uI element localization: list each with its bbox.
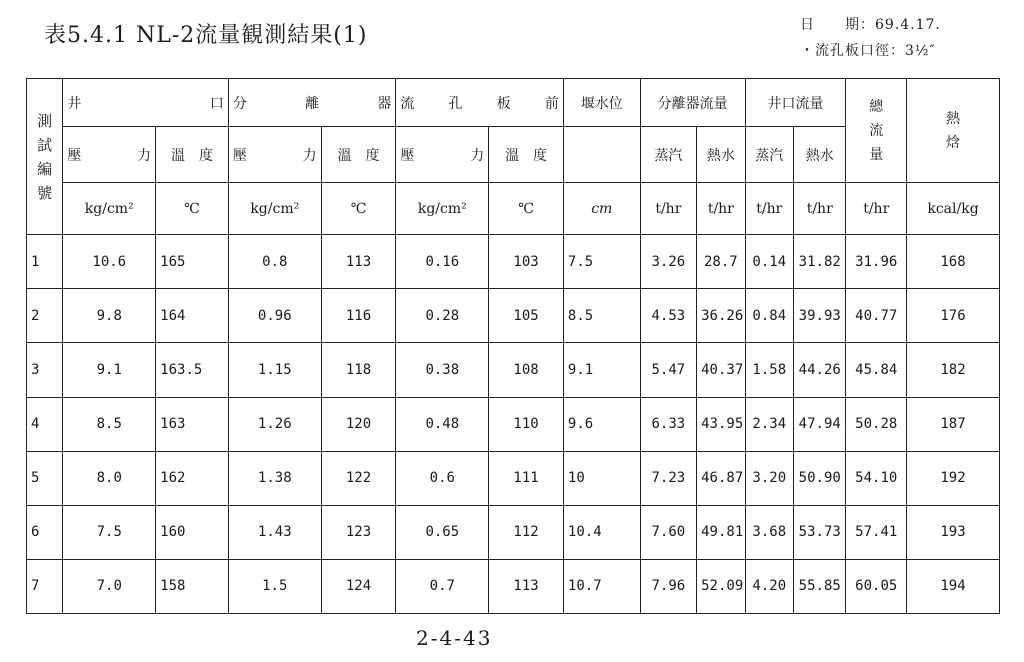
table-cell: 124 [321,559,396,613]
table-cell: 60.05 [846,559,907,613]
table-cell: 3.26 [640,235,697,289]
table-cell: 194 [907,559,1000,613]
unit-enthalpy: kcal/kg [907,183,1000,235]
table-cell: 8.5 [563,289,640,343]
row-number-cell: 6 [27,505,63,559]
table-cell: 10 [563,451,640,505]
table-cell: 31.82 [794,235,846,289]
row-number-cell: 5 [27,451,63,505]
table-cell: 40.37 [697,343,745,397]
unit-orifice-temp: ℃ [489,183,564,235]
table-cell: 118 [321,343,396,397]
table-row [27,289,1000,343]
table-cell: 53.73 [794,505,846,559]
well-flow-header: 井口流量 [745,79,846,127]
table-cell: 4.20 [745,559,793,613]
table-row [27,451,1000,505]
row-number-cell: 7 [27,559,63,613]
table-cell: 0.16 [396,235,489,289]
table-cell: 36.26 [697,289,745,343]
table-cell: 8.5 [63,397,156,451]
table-cell: 193 [907,505,1000,559]
table-cell: 7.60 [640,505,697,559]
row-number-cell: 2 [27,289,63,343]
table-cell: 164 [156,289,229,343]
unit-well-pressure: kg/cm² [63,183,156,235]
test-no-header: 測試編號 [27,79,63,235]
sep-water-header: 熱水 [697,127,745,183]
unit-sep-temp: ℃ [321,183,396,235]
table-cell: 0.8 [228,235,321,289]
table-cell: 45.84 [846,343,907,397]
table-cell: 113 [321,235,396,289]
table-cell: 0.14 [745,235,793,289]
table-cell: 57.41 [846,505,907,559]
sep-temp-header: 溫 度 [321,127,396,183]
table-cell: 123 [321,505,396,559]
table-cell: 187 [907,397,1000,451]
orifice-diameter: ・流孔板口徑：3½″ [800,43,936,59]
data-rows [27,235,1000,614]
orifice-temp-header: 溫 度 [489,127,564,183]
table-cell: 7.0 [63,559,156,613]
sep-steam-header: 蒸汽 [640,127,697,183]
table-cell: 4.53 [640,289,697,343]
well-head-header: 井 口 [63,79,229,127]
unit-orifice-pressure: kg/cm² [396,183,489,235]
row-number-cell: 3 [27,343,63,397]
unit-well-water: t/hr [794,183,846,235]
table-cell: 9.1 [63,343,156,397]
table-cell: 110 [489,397,564,451]
table-cell: 162 [156,451,229,505]
table-cell: 5.47 [640,343,697,397]
table-cell: 182 [907,343,1000,397]
total-flow-header: 總流量 [846,79,907,183]
row-number-cell: 1 [27,235,63,289]
table-cell: 0.28 [396,289,489,343]
well-temp-header: 溫 度 [156,127,229,183]
page-number: 2-4-43 [416,626,493,650]
table-cell: 7.5 [63,505,156,559]
well-water-header: 熱水 [794,127,846,183]
table-cell: 0.48 [396,397,489,451]
table-row [27,505,1000,559]
table-cell: 1.5 [228,559,321,613]
table-cell: 8.0 [63,451,156,505]
row-number-cell: 4 [27,397,63,451]
table-cell: 1.58 [745,343,793,397]
table-cell: 105 [489,289,564,343]
table-cell: 44.26 [794,343,846,397]
table-cell: 0.38 [396,343,489,397]
table-cell: 31.96 [846,235,907,289]
table-row [27,343,1000,397]
unit-sep-steam: t/hr [640,183,697,235]
orifice-pressure-header: 壓 力 [396,127,489,183]
table-cell: 43.95 [697,397,745,451]
table-cell: 2.34 [745,397,793,451]
table-cell: 10.4 [563,505,640,559]
table-cell: 120 [321,397,396,451]
table-cell: 9.1 [563,343,640,397]
weir-blank [563,127,640,183]
unit-total-flow: t/hr [846,183,907,235]
table-cell: 0.84 [745,289,793,343]
observation-date: 日 期：69.4.17. [800,17,941,33]
table-cell: 158 [156,559,229,613]
table-cell: 52.09 [697,559,745,613]
table-cell: 163.5 [156,343,229,397]
table-cell: 50.90 [794,451,846,505]
header-row-1 [27,79,1000,127]
table-cell: 9.8 [63,289,156,343]
table-cell: 160 [156,505,229,559]
table-cell: 50.28 [846,397,907,451]
enthalpy-header: 熱焓 [907,79,1000,183]
table-cell: 122 [321,451,396,505]
unit-well-steam: t/hr [745,183,793,235]
table-cell: 3.68 [745,505,793,559]
unit-sep-water: t/hr [697,183,745,235]
table-cell: 0.7 [396,559,489,613]
table-cell: 0.65 [396,505,489,559]
table-cell: 116 [321,289,396,343]
table-cell: 0.6 [396,451,489,505]
table-cell: 7.23 [640,451,697,505]
unit-weir: cm [563,183,640,235]
table-cell: 192 [907,451,1000,505]
table-cell: 40.77 [846,289,907,343]
unit-sep-pressure: kg/cm² [228,183,321,235]
table-cell: 47.94 [794,397,846,451]
table-cell: 10.7 [563,559,640,613]
table-cell: 9.6 [563,397,640,451]
sep-pressure-header: 壓 力 [228,127,321,183]
table-cell: 0.96 [228,289,321,343]
table-row [27,559,1000,613]
table-cell: 163 [156,397,229,451]
table-cell: 1.43 [228,505,321,559]
table-cell: 1.26 [228,397,321,451]
flow-observation-table [26,78,1000,614]
table-cell: 1.38 [228,451,321,505]
well-steam-header: 蒸汽 [745,127,793,183]
table-row [27,235,1000,289]
orifice-front-header: 流 孔 板 前 [396,79,564,127]
table-cell: 10.6 [63,235,156,289]
table-cell: 7.96 [640,559,697,613]
table-cell: 113 [489,559,564,613]
table-row [27,397,1000,451]
separator-flow-header: 分離器流量 [640,79,745,127]
table-cell: 103 [489,235,564,289]
table-cell: 55.85 [794,559,846,613]
separator-header: 分 離 器 [228,79,396,127]
unit-well-temp: ℃ [156,183,229,235]
unit-row [27,183,1000,235]
table-cell: 7.5 [563,235,640,289]
weir-level-header: 堰水位 [563,79,640,127]
table-cell: 46.87 [697,451,745,505]
table-cell: 28.7 [697,235,745,289]
table-cell: 3.20 [745,451,793,505]
table-cell: 176 [907,289,1000,343]
table-cell: 168 [907,235,1000,289]
table-cell: 112 [489,505,564,559]
table-cell: 1.15 [228,343,321,397]
well-pressure-header: 壓 力 [63,127,156,183]
table-cell: 6.33 [640,397,697,451]
table-cell: 165 [156,235,229,289]
table-cell: 111 [489,451,564,505]
table-cell: 108 [489,343,564,397]
table-title: 表5.4.1 NL-2流量観測結果(1) [44,23,368,48]
table-cell: 39.93 [794,289,846,343]
table-cell: 49.81 [697,505,745,559]
table-cell: 54.10 [846,451,907,505]
